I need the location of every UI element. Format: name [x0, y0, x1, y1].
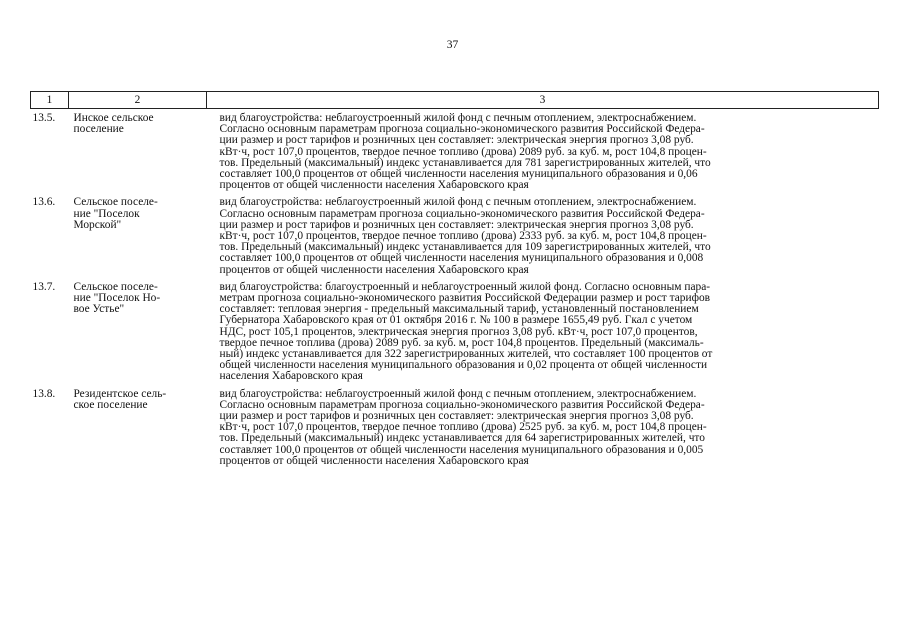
table-body: [31, 109, 879, 473]
settlement-name: Сельское поселе- ние "Поселок Но- вое Устье": [73, 280, 161, 316]
table-header: [31, 92, 879, 109]
row-number: 13.5.: [32, 112, 56, 124]
settlement-description: вид благоустройства: неблагоустроенный жилой фонд с печным отоплением, электроснабжением. Согласно основным параметрам прогноза социально-экономического развития Российской Федера- ции размер и рост тарифов и розничных цен составляет: электрическая энергия прогноз 3,08 руб. кВт·ч, рост 107,0 процентов, твердое печное топливо (дрова) 2333 руб. за куб. м, рост 104,8 процен- тов. Предельный (максимальный) индекс устанавливается для 109 зарегистрированных жителей, что составляет 100,0 процентов от общей численности населения муниципального образования и 0,008 процентов от общей численности населения Хабаровского края: [219, 196, 711, 276]
settlement-name: Инское сельское поселение: [73, 112, 154, 136]
table-row: [31, 109, 879, 197]
settlement-name-cell: [69, 281, 207, 388]
settlement-description: вид благоустройства: благоустроенный и неблагоустроенный жилой фонд. Согласно основным пара- метрам прогноза социально-экономического развития Российской Федерации размер и рост тарифов составляет: тепловая энергия - предельный максимальный тариф, установленный постановлением Губернатора Хабаровского края от 01 октября 2016 г. № 100 в размере 1655,49 руб. Гкал с учетом НДС, рост 105,1 процентов, электрическая энергия прогноз 3,08 руб. кВт·ч, рост 107,0 процентов, твердое печное топлива (дрова) 2089 руб. за куб. м, рост 104,8 процентов. Предельный (максималь- ный) индекс устанавливается для 322 зарегистрированных жителей, что составляет 100 процентов от общей численности населения муниципального образования и 0,02 процента от общей численности населения Хабаровского края: [219, 280, 713, 383]
row-number: 13.8.: [32, 387, 56, 400]
column-header-2: 2: [69, 92, 207, 109]
page-number: 37: [446, 39, 459, 51]
settlement-name-cell: [69, 109, 207, 197]
table-header-row: [31, 92, 879, 109]
settlement-description: вид благоустройства: неблагоустроенный жилой фонд с печным отоплением, электроснабжением. Согласно основным параметрам прогноза социально-экономического развития Российской Федера- ции размер и рост тарифов и розничных цен составляет: электрическая энергия прогноз 3,08 руб. кВт·ч, рост 107,0 процентов, твердое печное топливо (дрова) 2089 руб. за куб. м, рост 104,8 процен- тов. Предельный (максимальный) индекс устанавливается для 781 зарегистрированных жителей, что составляет 100,0 процентов от общей численности населения муниципального образования и 0,06 процентов от общей численности населения Хабаровского края: [219, 112, 711, 192]
table-row: [31, 388, 879, 472]
column-header-1: 1: [31, 92, 69, 109]
settlement-name: Сельское поселе- ние "Поселок Морской": [73, 196, 158, 231]
table-row: [31, 281, 879, 388]
settlement-name-cell: [69, 388, 207, 472]
column-header-3: 3: [207, 92, 879, 109]
table-row: [31, 196, 879, 280]
settlement-name: Резидентское сель- ское поселение: [73, 387, 167, 411]
document-table: [30, 91, 879, 472]
row-number: 13.7.: [32, 280, 56, 293]
settlement-name-cell: [69, 196, 207, 280]
row-number: 13.6.: [32, 196, 56, 209]
settlement-description: вид благоустройства: неблагоустроенный жилой фонд с печным отоплением, электроснабжением. Согласно основным параметрам прогноза социально-экономического развития Российской Федера- ции размер и рост тарифов и розничных цен составляет: электрическая энергия прогноз 3,08 руб. кВт·ч, рост 107,0 процентов, твердое печное топливо (дрова) 2525 руб. за куб. м, рост 104,8 процен- тов. Предельный (максимальный) индекс устанавливается для 64 зарегистрированных жителей, что составляет 100,0 процентов от общей численности населения муниципального образования и 0,005 процентов от общей численности населения Хабаровского края: [219, 387, 707, 467]
